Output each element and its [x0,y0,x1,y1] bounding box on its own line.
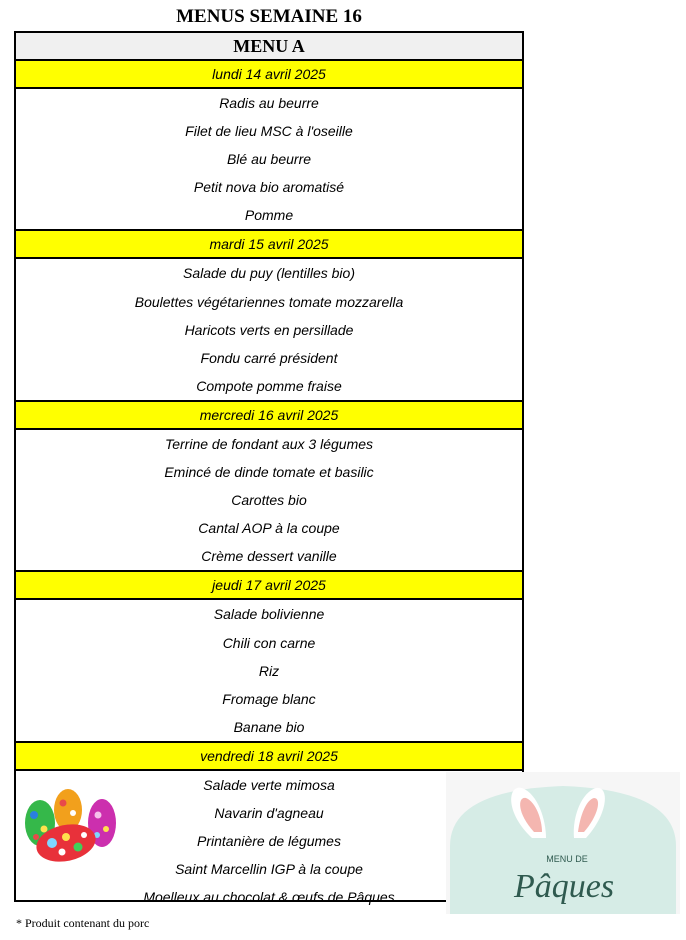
dish: Blé au beurre [226,151,312,168]
dish: Compote pomme fraise [196,377,342,394]
dish: Cantal AOP à la coupe [198,520,340,537]
dish: Terrine de fondant aux 3 légumes [164,435,374,452]
dish: Navarin d'agneau [214,804,324,821]
dish: Chili con carne [222,634,316,651]
dish: Haricots verts en persillade [184,321,354,338]
day-header-thursday: jeudi 17 avril 2025 [16,570,522,600]
day-header-friday: vendredi 18 avril 2025 [16,741,522,771]
footnote: * Produit contenant du porc [16,916,150,930]
dish: Emincé de dinde tomate et basilic [164,464,374,481]
dish: Petit nova bio aromatisé [193,179,345,196]
dish: Carottes bio [231,492,307,509]
dish: Crème dessert vanille [201,548,337,565]
day-header-tuesday: mardi 15 avril 2025 [16,229,522,259]
dish: Banane bio [233,718,305,735]
logo-line1: MENU DE [546,854,588,864]
dish: Moelleux au chocolat & œufs de Pâques [143,889,395,906]
dish: Fondu carré président [200,349,338,366]
menu-header: MENU A [16,33,522,61]
dish: Salade bolivienne [213,606,325,623]
easter-eggs-icon [18,785,120,867]
dish: Boulettes végétariennes tomate mozzarella [134,293,404,310]
day-header-wednesday: mercredi 16 avril 2025 [16,400,522,430]
dish: Printanière de légumes [197,833,341,850]
dish: Pomme [244,207,294,224]
dish: Riz [258,662,280,679]
menu-de-paques-logo [446,772,680,914]
dish: Saint Marcellin IGP à la coupe [175,861,363,878]
logo-line2: Pâques [513,868,615,905]
dish: Fromage blanc [222,690,316,707]
dish: Salade verte mimosa [203,776,335,793]
dish: Radis au beurre [219,95,319,111]
dish: Salade du puy (lentilles bio) [183,265,355,282]
dish: Filet de lieu MSC à l'oseille [185,123,353,140]
week-title: MENUS SEMAINE 16 [176,6,362,27]
day-header-monday: lundi 14 avril 2025 [16,61,522,89]
